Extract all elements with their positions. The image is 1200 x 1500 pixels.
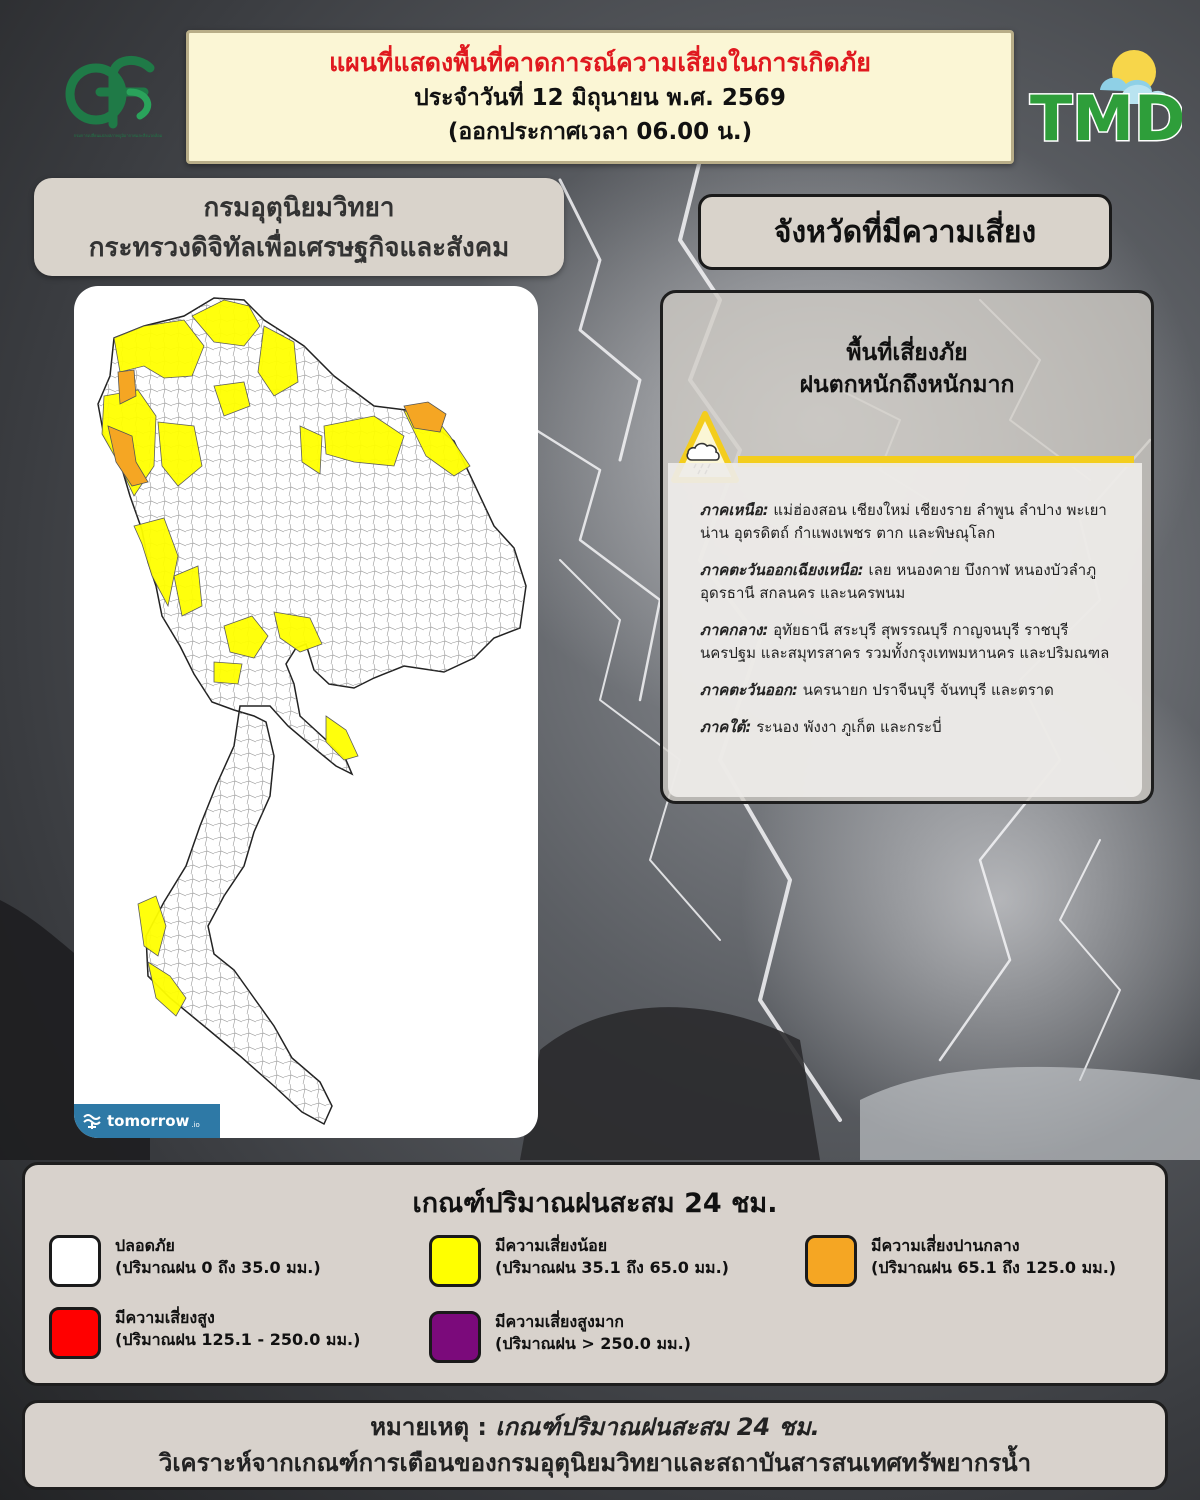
ministry-name: กระทรวงดิจิทัลเพื่อเศรษฐกิจและสังคม: [88, 233, 510, 263]
forecast-date: ประจำวันที่ 12 มิถุนายน พ.ศ. 2569: [414, 85, 786, 111]
legend-name: มีความเสี่ยงน้อย: [495, 1236, 608, 1255]
region-provinces: ระนอง พังงา ภูเก็ต และกระบี่: [756, 718, 942, 736]
region-provinces: นครนายก ปราจีนบุรี จันทบุรี และตราด: [802, 681, 1054, 699]
legend-swatch: [49, 1307, 101, 1359]
department-label: [34, 178, 564, 276]
legend-range: (ปริมาณฝน 0 ถึง 35.0 มม.): [115, 1258, 321, 1277]
region-provinces: อุทัยธานี สระบุรี สุพรรณบุรี กาญจนบุรี ราชบุรี นครปฐม และสมุทรสาคร รวมทั้งกรุงเทพมหานคร และปริมณฑล: [700, 621, 1110, 662]
note-criteria: เกณฑ์ปริมาณฝนสะสม 24 ชม.: [495, 1413, 820, 1441]
legend-range: (ปริมาณฝน > 250.0 มม.): [495, 1334, 691, 1353]
region-provinces: เลย หนองคาย บึงกาฬ หนองบัวลำภู อุดรธานี สกลนคร และนครพนม: [700, 561, 1097, 602]
legend-name: มีความเสี่ยงสูงมาก: [495, 1312, 624, 1331]
legend-item-low: [429, 1235, 729, 1287]
department-name: กรมอุตุนิยมวิทยา: [203, 193, 395, 223]
tomorrow-logo-icon: [82, 1111, 102, 1131]
note-line2: วิเคราะห์จากเกณฑ์การเตือนของกรมอุตุนิยมวิทยาและสถาบันสารสนเทศทรัพยากรน้ำ: [158, 1449, 1032, 1477]
note-label: หมายเหตุ :: [370, 1413, 487, 1441]
region-label: ภาคเหนือ:: [700, 501, 769, 519]
rainfall-legend: [22, 1162, 1168, 1386]
attribution-suffix: .io: [191, 1121, 200, 1129]
legend-name: มีความเสี่ยงปานกลาง: [871, 1236, 1020, 1255]
risk-title-line1: พื้นที่เสี่ยงภัย: [846, 340, 968, 366]
legend-name: ปลอดภัย: [115, 1236, 175, 1255]
legend-title: เกณฑ์ปริมาณฝนสะสม 24 ชม.: [412, 1188, 778, 1219]
legend-swatch: [49, 1235, 101, 1287]
note-line1: [25, 1409, 1165, 1445]
legend-swatch: [429, 1311, 481, 1363]
province-list-card: [668, 463, 1142, 797]
tmd-logo-text: TMD: [1030, 82, 1182, 150]
legend-range: (ปริมาณฝน 125.1 - 250.0 มม.): [115, 1330, 361, 1349]
legend-item-very-high: [429, 1311, 691, 1363]
region-label: ภาคตะวันออกเฉียงเหนือ:: [700, 561, 864, 579]
legend-item-safe: [49, 1235, 321, 1287]
issue-time: (ออกประกาศเวลา 06.00 น.): [447, 119, 753, 145]
region-south: [700, 716, 1128, 739]
legend-range: (ปริมาณฝน 35.1 ถึง 65.0 มม.): [495, 1258, 729, 1277]
legend-item-moderate: [805, 1235, 1116, 1287]
region-provinces: แม่ฮ่องสอน เชียงใหม่ เชียงราย ลำพูน ลำปาง พะเยา น่าน อุตรดิตถ์ กำแพงเพชร ตาก และพิษณุโลก: [700, 501, 1107, 542]
map-attribution: [74, 1104, 220, 1138]
legend-range: (ปริมาณฝน 65.1 ถึง 125.0 มม.): [871, 1258, 1117, 1277]
region-east: [700, 679, 1128, 702]
thailand-risk-map: [74, 286, 538, 1138]
legend-swatch: [429, 1235, 481, 1287]
climate-department-logo: [58, 46, 178, 146]
legend-swatch: [805, 1235, 857, 1287]
risk-title-line2: ฝนตกหนักถึงหนักมาก: [799, 372, 1015, 398]
region-label: ภาคใต้:: [700, 718, 752, 736]
region-central: [700, 619, 1128, 665]
tmd-logo: [1022, 40, 1182, 150]
logo-caption: กรมการเปลี่ยนแปลงสภาพภูมิอากาศและสิ่งแวดล้อม: [73, 133, 163, 138]
attribution-text: tomorrow: [107, 1112, 190, 1130]
region-label: ภาคตะวันออก:: [700, 681, 798, 699]
legend-item-high: [49, 1307, 360, 1359]
header-banner: [186, 30, 1014, 164]
footnote: [22, 1400, 1168, 1490]
page-title: แผนที่แสดงพื้นที่คาดการณ์ความเสี่ยงในการเกิดภัย: [329, 48, 871, 77]
province-risk-heading: จังหวัดที่มีความเสี่ยง: [698, 194, 1112, 270]
region-north: [700, 499, 1128, 545]
legend-name: มีความเสี่ยงสูง: [115, 1308, 215, 1327]
region-northeast: [700, 559, 1128, 605]
region-label: ภาคกลาง:: [700, 621, 769, 639]
thailand-map-svg: [74, 286, 538, 1138]
